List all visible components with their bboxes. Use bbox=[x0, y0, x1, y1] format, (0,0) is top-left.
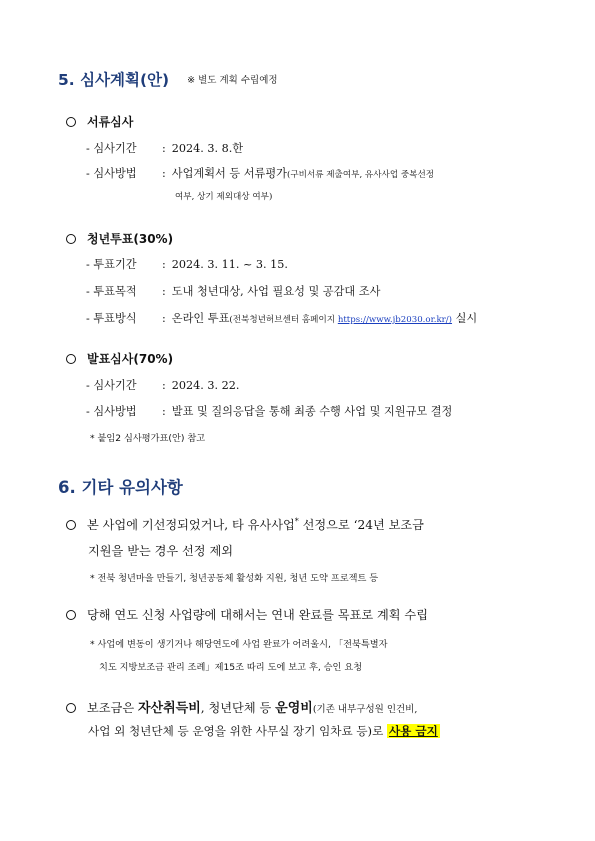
doc-review-title: 서류심사 bbox=[87, 115, 134, 129]
presentation-method-label: - 심사방법 bbox=[86, 405, 137, 418]
presentation-note: * 붙임2 심사평가표(안) 참고 bbox=[90, 433, 206, 444]
youth-vote-period-row: - 투표기간 : 2024. 3. 11. ~ 3. 15. bbox=[86, 258, 288, 271]
notice-item-1-note: * 전북 청년마을 만들기, 청년공동체 활성화 지원, 청년 도약 프로젝트 등 bbox=[90, 573, 379, 584]
circle-bullet-icon bbox=[66, 520, 76, 530]
doc-review-period-value: 2024. 3. 8.한 bbox=[171, 142, 244, 155]
asset-acquisition-emphasis: 자산취득비 bbox=[137, 701, 201, 716]
circle-bullet-icon bbox=[66, 703, 76, 713]
youth-vote-method-detail: (전북청년허브센터 홈페이지 bbox=[229, 315, 338, 325]
doc-review-method-value: 사업계획서 등 서류평가 bbox=[171, 167, 287, 180]
youth-vote-purpose-value: 도내 청년대상, 사업 필요성 및 공감대 조사 bbox=[171, 285, 381, 298]
operating-cost-emphasis: 운영비 bbox=[275, 701, 313, 716]
notice-item-3: 보조금은 자산취득비, 청년단체 등 운영비(기존 내부구성원 인건비, bbox=[66, 697, 417, 716]
notice-item-1: 본 사업에 기선정되었거나, 타 유사사업* 선정으로 ‘24년 보조금 bbox=[66, 516, 424, 533]
youth-vote-purpose-label: - 투표목적 bbox=[86, 285, 137, 298]
youth-vote-bullet bbox=[66, 228, 173, 247]
section-5-note: ※ 별도 계획 수립예정 bbox=[187, 75, 278, 86]
youth-vote-period-value: 2024. 3. 11. ~ 3. 15. bbox=[171, 258, 288, 271]
youth-vote-title: 청년투표(30%) bbox=[87, 232, 174, 246]
youth-vote-method-label: - 투표방식 bbox=[86, 312, 137, 325]
circle-bullet-icon bbox=[66, 610, 76, 620]
section-6-heading: 6. 기타 유의사항 bbox=[58, 478, 183, 497]
circle-bullet-icon bbox=[66, 234, 76, 244]
presentation-period-value: 2024. 3. 22. bbox=[171, 379, 240, 392]
doc-review-period-row: - 심사기간 : 2024. 3. 8.한 bbox=[86, 142, 244, 155]
doc-review-bullet bbox=[66, 111, 133, 130]
notice-item-2-note-line2: 치도 지방보조금 관리 조례」제15조 따리 도에 보고 후, 승인 요청 bbox=[99, 662, 363, 673]
presentation-bullet bbox=[66, 348, 173, 367]
presentation-period-label: - 심사기간 bbox=[86, 379, 137, 392]
section-5-heading bbox=[58, 68, 278, 90]
notice-item-1-line2: 지원을 받는 경우 선정 제외 bbox=[88, 544, 234, 558]
presentation-title: 발표심사(70%) bbox=[87, 352, 174, 366]
presentation-period-row: - 심사기간 : 2024. 3. 22. bbox=[86, 379, 240, 392]
notice-item-2: 당해 연도 신청 사업량에 대해서는 연내 완료를 목표로 계획 수립 bbox=[66, 606, 428, 623]
circle-bullet-icon bbox=[66, 354, 76, 364]
youth-vote-method-value: 온라인 투표 bbox=[171, 312, 230, 325]
section-5-title: 5. 심사계획(안) bbox=[58, 71, 170, 89]
youth-vote-method-row: - 투표방식 : 온라인 투표(전북청년허브센터 홈페이지 https://www.jb2030.or.kr/) 실시 bbox=[86, 312, 478, 325]
notice-item-2-note-line1: * 사업에 변동이 생기거나 해당연도에 사업 완료가 어려울시, 「전북특별자 bbox=[90, 639, 388, 650]
doc-review-method-detail-cont: 여부, 상기 제외대상 여부) bbox=[175, 192, 273, 202]
youth-vote-period-label: - 투표기간 bbox=[86, 258, 137, 271]
jb2030-link[interactable]: https://www.jb2030.or.kr/) bbox=[337, 315, 453, 325]
youth-vote-method-tail: 실시 bbox=[452, 312, 478, 325]
doc-review-method-detail: (구비서류 제출여부, 유사사업 중복선정 bbox=[286, 170, 435, 180]
youth-vote-purpose-row: - 투표목적 : 도내 청년대상, 사업 필요성 및 공감대 조사 bbox=[86, 285, 381, 298]
doc-review-method-row: - 심사방법 : 사업계획서 등 서류평가(구비서류 제출여부, 유사사업 중복선정 bbox=[86, 167, 435, 180]
presentation-method-value: 발표 및 질의응답을 통해 최종 수행 사업 및 지원규모 결정 bbox=[171, 405, 453, 418]
doc-review-period-label: - 심사기간 bbox=[86, 142, 137, 155]
prohibited-use-highlight: 사용 금지 bbox=[388, 724, 438, 738]
presentation-method-row: - 심사방법 : 발표 및 질의응답을 통해 최종 수행 사업 및 지원규모 결정 bbox=[86, 405, 453, 418]
circle-bullet-icon bbox=[66, 117, 76, 127]
doc-review-method-label: - 심사방법 bbox=[86, 167, 137, 180]
notice-item-3-line2: 사업 외 청년단체 등 운영을 위한 사무실 장기 임차료 등)로 사용 금지 bbox=[88, 724, 438, 738]
